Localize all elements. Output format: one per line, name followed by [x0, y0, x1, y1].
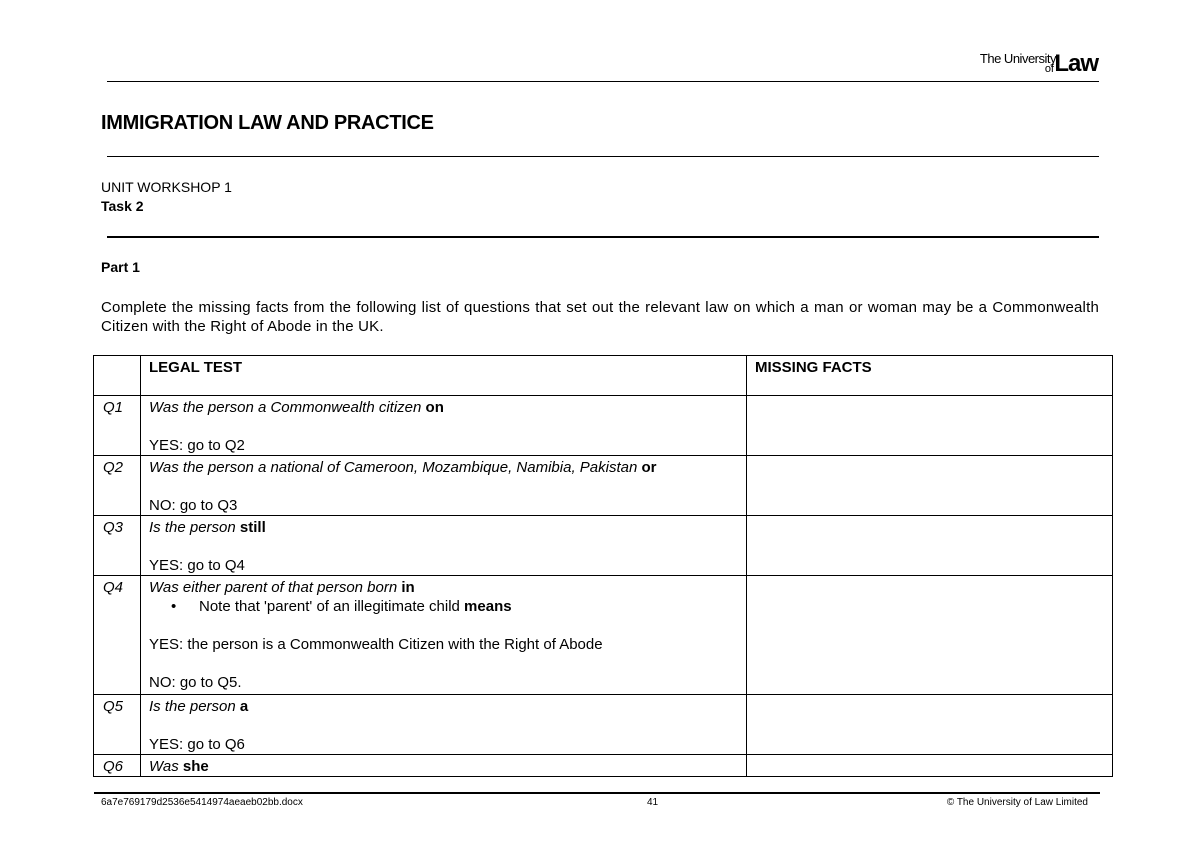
- legal-test-cell: [141, 456, 747, 516]
- note-bullet: [149, 597, 740, 616]
- answer-instruction: NO: go to Q3: [149, 497, 238, 514]
- question-number: Q4: [94, 576, 141, 695]
- logo-text-university: The University: [979, 51, 1056, 66]
- question-prompt: Is the person: [149, 519, 236, 536]
- table-row: [94, 576, 1113, 695]
- question-text: [149, 757, 740, 776]
- spacer: [149, 537, 740, 556]
- question-prompt: Was the person a national of Cameroon, Mozambique, Namibia, Pakistan: [149, 459, 638, 476]
- missing-facts-cell[interactable]: [747, 755, 1113, 777]
- question-keyword: on: [425, 399, 444, 416]
- question-text: [149, 458, 740, 477]
- legal-test-cell: [141, 396, 747, 456]
- missing-facts-cell[interactable]: [747, 516, 1113, 576]
- header-legal-test: LEGAL TEST: [141, 356, 747, 396]
- table-row: [94, 695, 1113, 755]
- legal-test-cell: [141, 755, 747, 777]
- question-prompt: Was the person a Commonwealth citizen: [149, 399, 422, 416]
- spacer: [149, 616, 740, 635]
- logo-text-law: Law: [1054, 50, 1098, 77]
- answer-instruction: YES: the person is a Commonwealth Citizen with the Right of Abode: [149, 636, 603, 653]
- task-heading: Task 2: [101, 198, 144, 214]
- title-rule: [107, 156, 1099, 157]
- table-row: [94, 516, 1113, 576]
- document-title: IMMIGRATION LAW AND PRACTICE: [101, 112, 434, 134]
- section-rule: [107, 236, 1099, 238]
- legal-test-cell: [141, 576, 747, 695]
- footer-copyright: © The University of Law Limited: [946, 797, 1088, 808]
- part-heading: Part 1: [101, 259, 140, 275]
- question-text: [149, 697, 740, 716]
- question-prompt: Was: [149, 758, 179, 775]
- answer-instruction: YES: go to Q4: [149, 557, 245, 574]
- question-keyword: still: [239, 519, 266, 536]
- footer-page-number: 41: [647, 797, 659, 808]
- note-text: Note that 'parent' of an illegitimate child: [199, 598, 460, 615]
- question-prompt: Is the person: [149, 698, 236, 715]
- spacer: [149, 654, 740, 673]
- question-number: Q3: [94, 516, 141, 576]
- missing-facts-cell[interactable]: [747, 576, 1113, 695]
- answer-instruction: YES: go to Q2: [149, 437, 245, 454]
- legal-test-table: [93, 355, 1113, 777]
- missing-facts-cell[interactable]: [747, 695, 1113, 755]
- question-keyword: she: [182, 758, 209, 775]
- table-row: [94, 755, 1113, 777]
- university-of-law-logo: [948, 48, 1098, 78]
- footer-rule: [94, 792, 1100, 794]
- legal-test-cell: [141, 516, 747, 576]
- note-keyword: means: [464, 598, 512, 615]
- spacer: [149, 417, 740, 436]
- footer-filename: 6a7e769179d2536e5414974aeaeb02bb.docx: [101, 797, 303, 808]
- answer-instruction: YES: go to Q6: [149, 736, 245, 753]
- instructions-paragraph: Complete the missing facts from the following list of questions that set out the relevant law on which a man or woman may be a Commonwealth Citizen with the Right of Abode in the UK.: [101, 299, 1099, 335]
- missing-facts-cell[interactable]: [747, 396, 1113, 456]
- header-rule: [107, 81, 1099, 82]
- question-keyword: or: [641, 459, 657, 476]
- table-header-row: [94, 356, 1113, 396]
- missing-facts-cell[interactable]: [747, 456, 1113, 516]
- question-text: [149, 518, 740, 537]
- header-missing-facts: MISSING FACTS: [747, 356, 1113, 396]
- question-keyword: in: [401, 579, 415, 596]
- spacer: [149, 716, 740, 735]
- logo-text-of: of: [1044, 63, 1054, 75]
- question-number: Q5: [94, 695, 141, 755]
- question-text: [149, 398, 740, 417]
- question-prompt: Was either parent of that person born: [149, 579, 398, 596]
- question-text: [149, 578, 740, 597]
- table-row: [94, 396, 1113, 456]
- question-keyword: a: [239, 698, 249, 715]
- spacer: [149, 477, 740, 496]
- table-row: [94, 456, 1113, 516]
- answer-instruction: NO: go to Q5.: [149, 674, 242, 691]
- question-number: Q6: [94, 755, 141, 777]
- header-number: [94, 356, 141, 396]
- question-number: Q2: [94, 456, 141, 516]
- unit-heading: UNIT WORKSHOP 1: [101, 179, 232, 195]
- legal-test-cell: [141, 695, 747, 755]
- question-number: Q1: [94, 396, 141, 456]
